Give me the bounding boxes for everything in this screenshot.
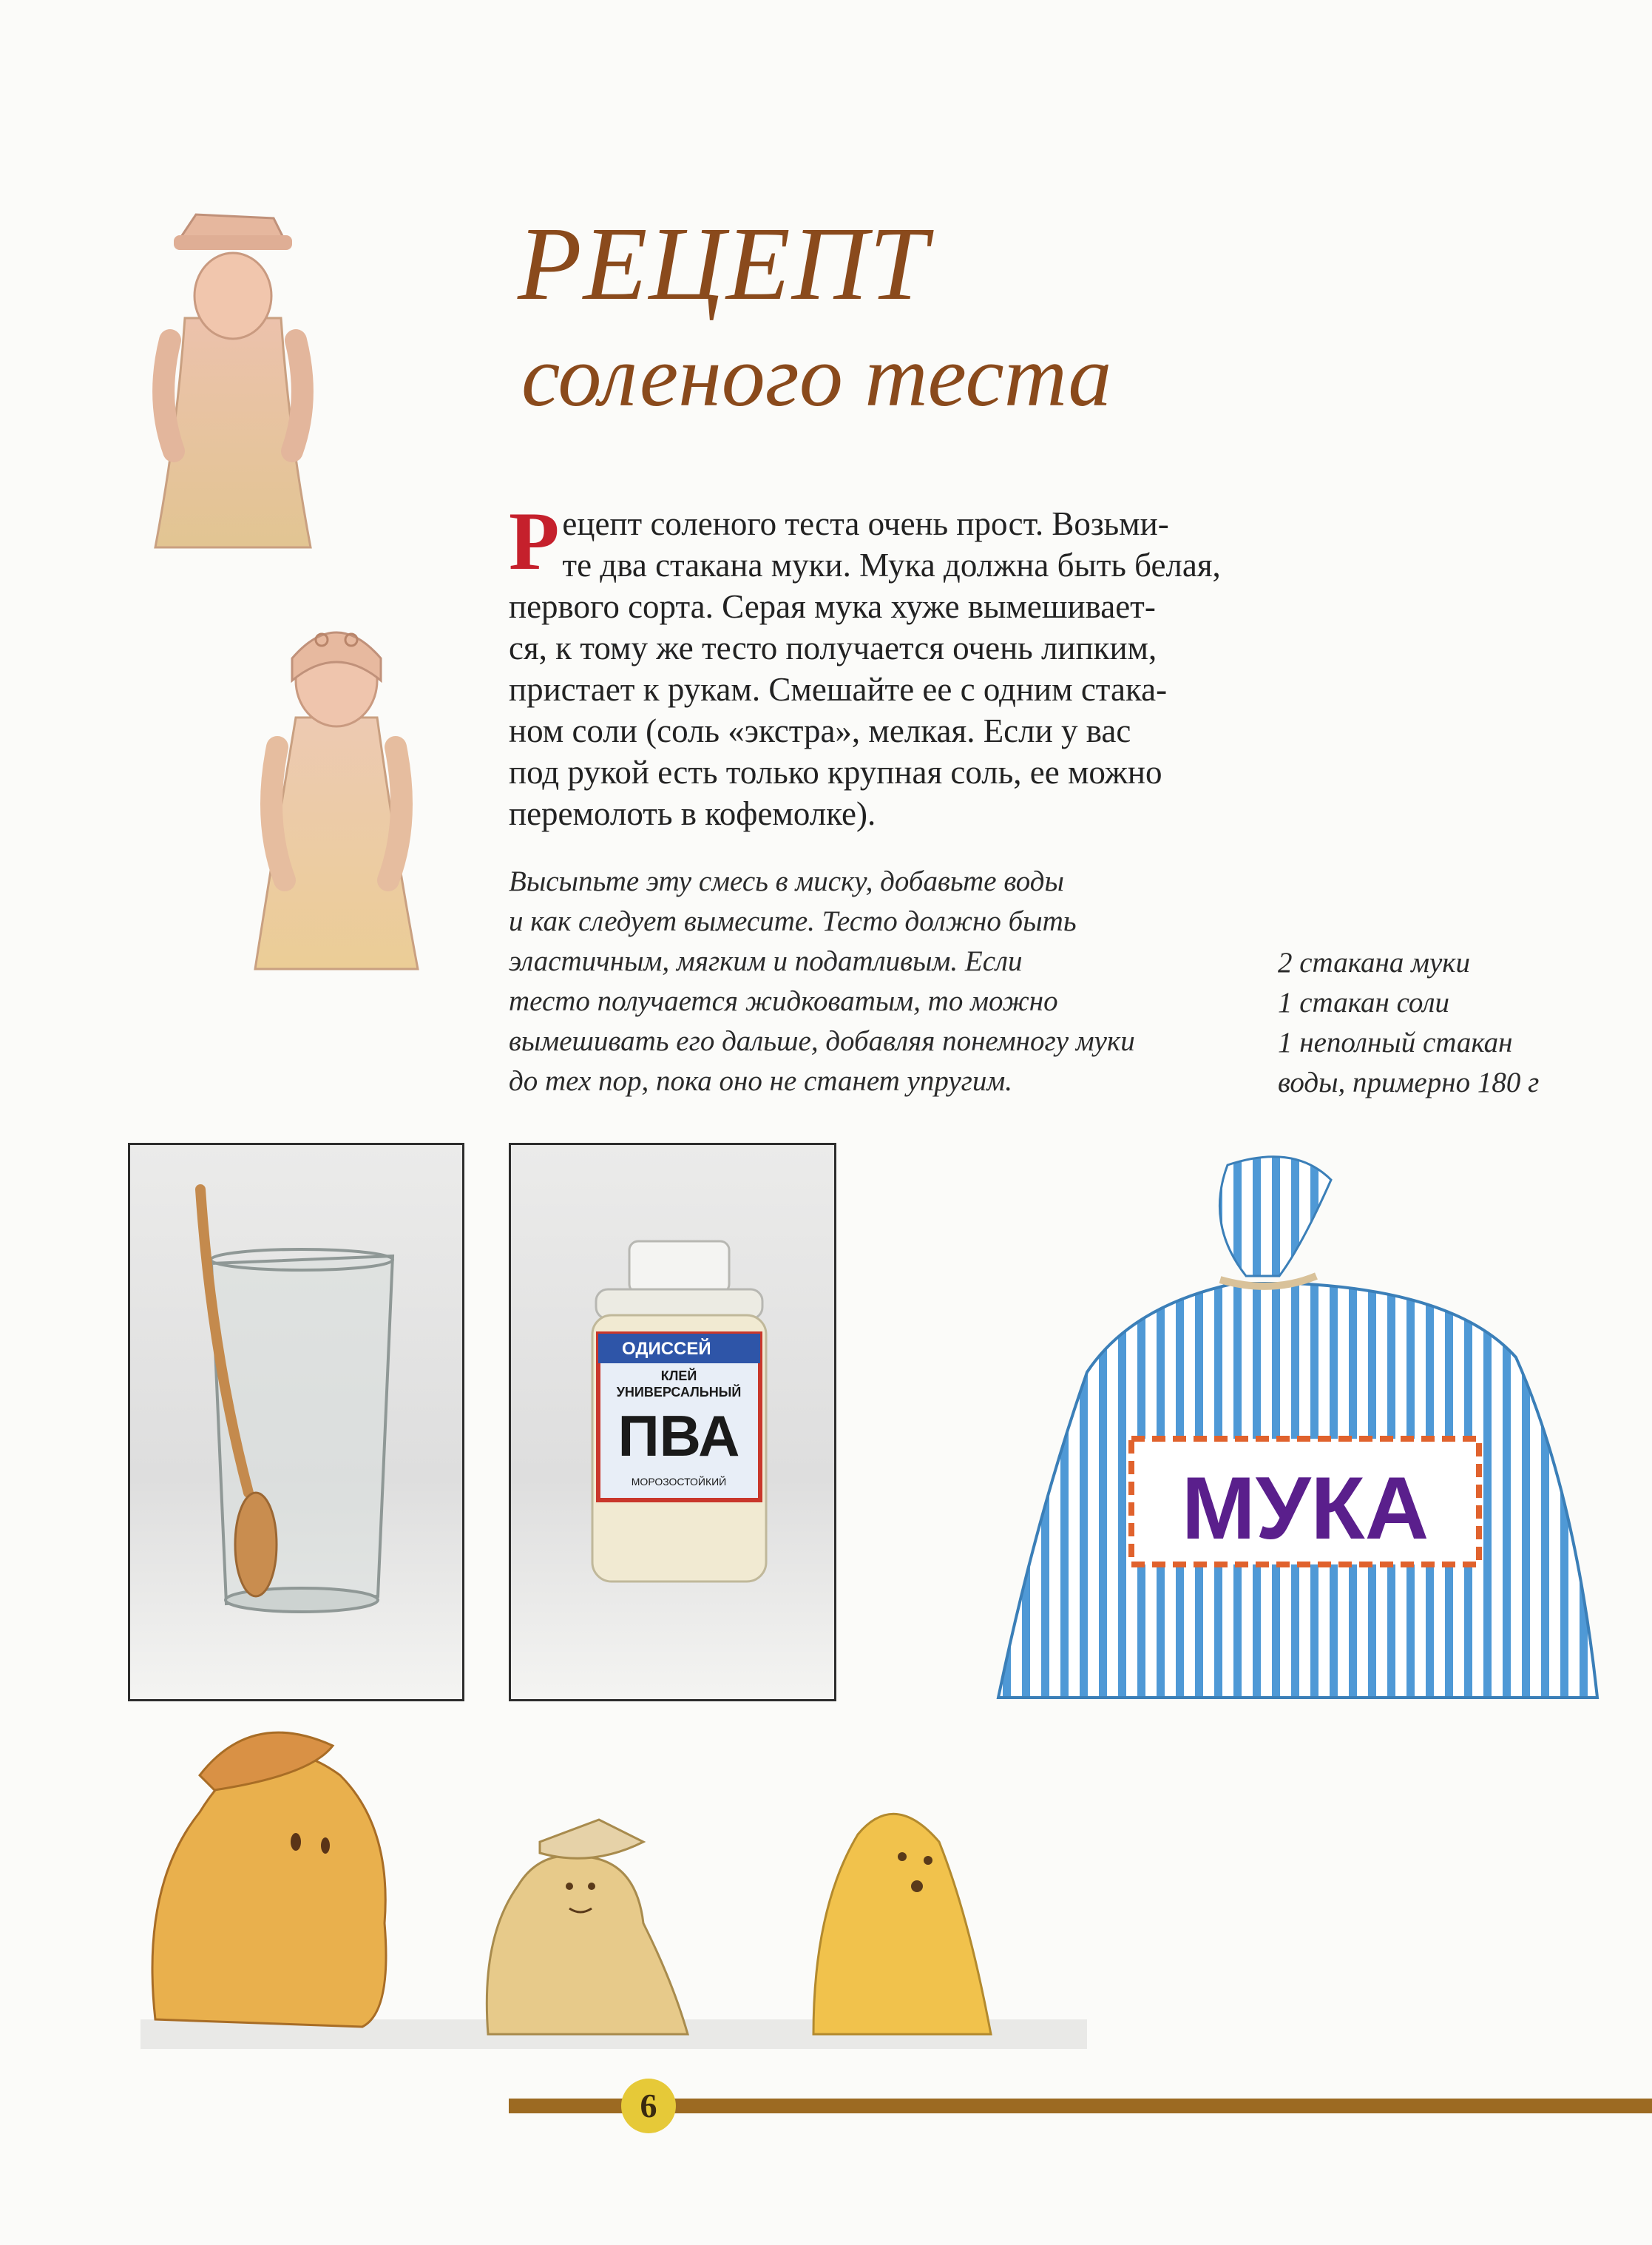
salt-dough-figurine-image	[141, 207, 333, 562]
intro-line: ном соли (соль «экстра», мелкая. Если у вас	[509, 712, 1131, 749]
glue-bottle-image	[511, 1145, 834, 1699]
instructions-line: тесто получается жидковатым, то можно	[509, 985, 1058, 1017]
footer-rule	[509, 2099, 1652, 2113]
instructions-line: до тех пор, пока оно не станет упругим.	[509, 1065, 1012, 1097]
instructions-line: и как следует вымесите. Тесто должно быть	[509, 905, 1077, 937]
page-title: РЕЦЕПТ	[518, 205, 930, 322]
flour-bag-image	[984, 1135, 1619, 1712]
salt-dough-figurine-image	[244, 599, 429, 984]
intro-line: под рукой есть только крупная соль, ее можно	[509, 754, 1162, 791]
page-number: 6	[621, 2079, 676, 2133]
intro-line: пристает к рукам. Смешайте ее с одним стака-	[509, 671, 1168, 708]
pva-glue-photo	[509, 1143, 836, 1701]
instructions-line: Высыпьте эту смесь в миску, добавьте воды	[509, 865, 1064, 897]
intro-line: первого сорта. Серая мука хуже вымешивает-	[509, 588, 1156, 625]
glue-label-line1: КЛЕЙ	[660, 1368, 697, 1383]
intro-line: перемолоть в кофемолке).	[509, 795, 876, 832]
ingredient-item: воды, примерно 180 г	[1278, 1067, 1540, 1098]
intro-line: те два стакана муки. Мука должна быть белая,	[562, 547, 1221, 584]
instructions-line: эластичным, мягким и податливым. Если	[509, 945, 1023, 977]
intro-line: ся, к тому же тесто получается очень липким,	[509, 629, 1157, 666]
ingredients-list	[1278, 943, 1539, 1103]
instructions-line: вымешивать его дальше, добавляя понемногу муки	[509, 1025, 1135, 1057]
glue-label-line2: УНИВЕРСАЛЬНЫЙ	[616, 1385, 742, 1400]
drop-cap: Р	[509, 496, 560, 587]
dough-figurines-group-image	[126, 1701, 1102, 2086]
glass-spoon-photo	[128, 1143, 464, 1701]
intro-line: ецепт соленого теста очень прост. Возьми-	[562, 505, 1169, 542]
flour-bag-label: МУКА	[1181, 1459, 1429, 1558]
page-subtitle: соленого теста	[521, 328, 1112, 425]
ingredient-item: 1 стакан соли	[1278, 987, 1449, 1019]
glue-brand: ОДИССЕЙ	[622, 1339, 711, 1359]
intro-paragraph	[509, 496, 1256, 834]
glue-label-main: ПВА	[617, 1403, 740, 1468]
glass-with-spoon-image	[130, 1145, 462, 1699]
instructions-paragraph	[509, 862, 1248, 1101]
ingredient-item: 1 неполный стакан	[1278, 1027, 1513, 1059]
glue-label-sub: МОРОЗОСТОЙКИЙ	[631, 1476, 727, 1488]
ingredient-item: 2 стакана муки	[1278, 947, 1471, 979]
